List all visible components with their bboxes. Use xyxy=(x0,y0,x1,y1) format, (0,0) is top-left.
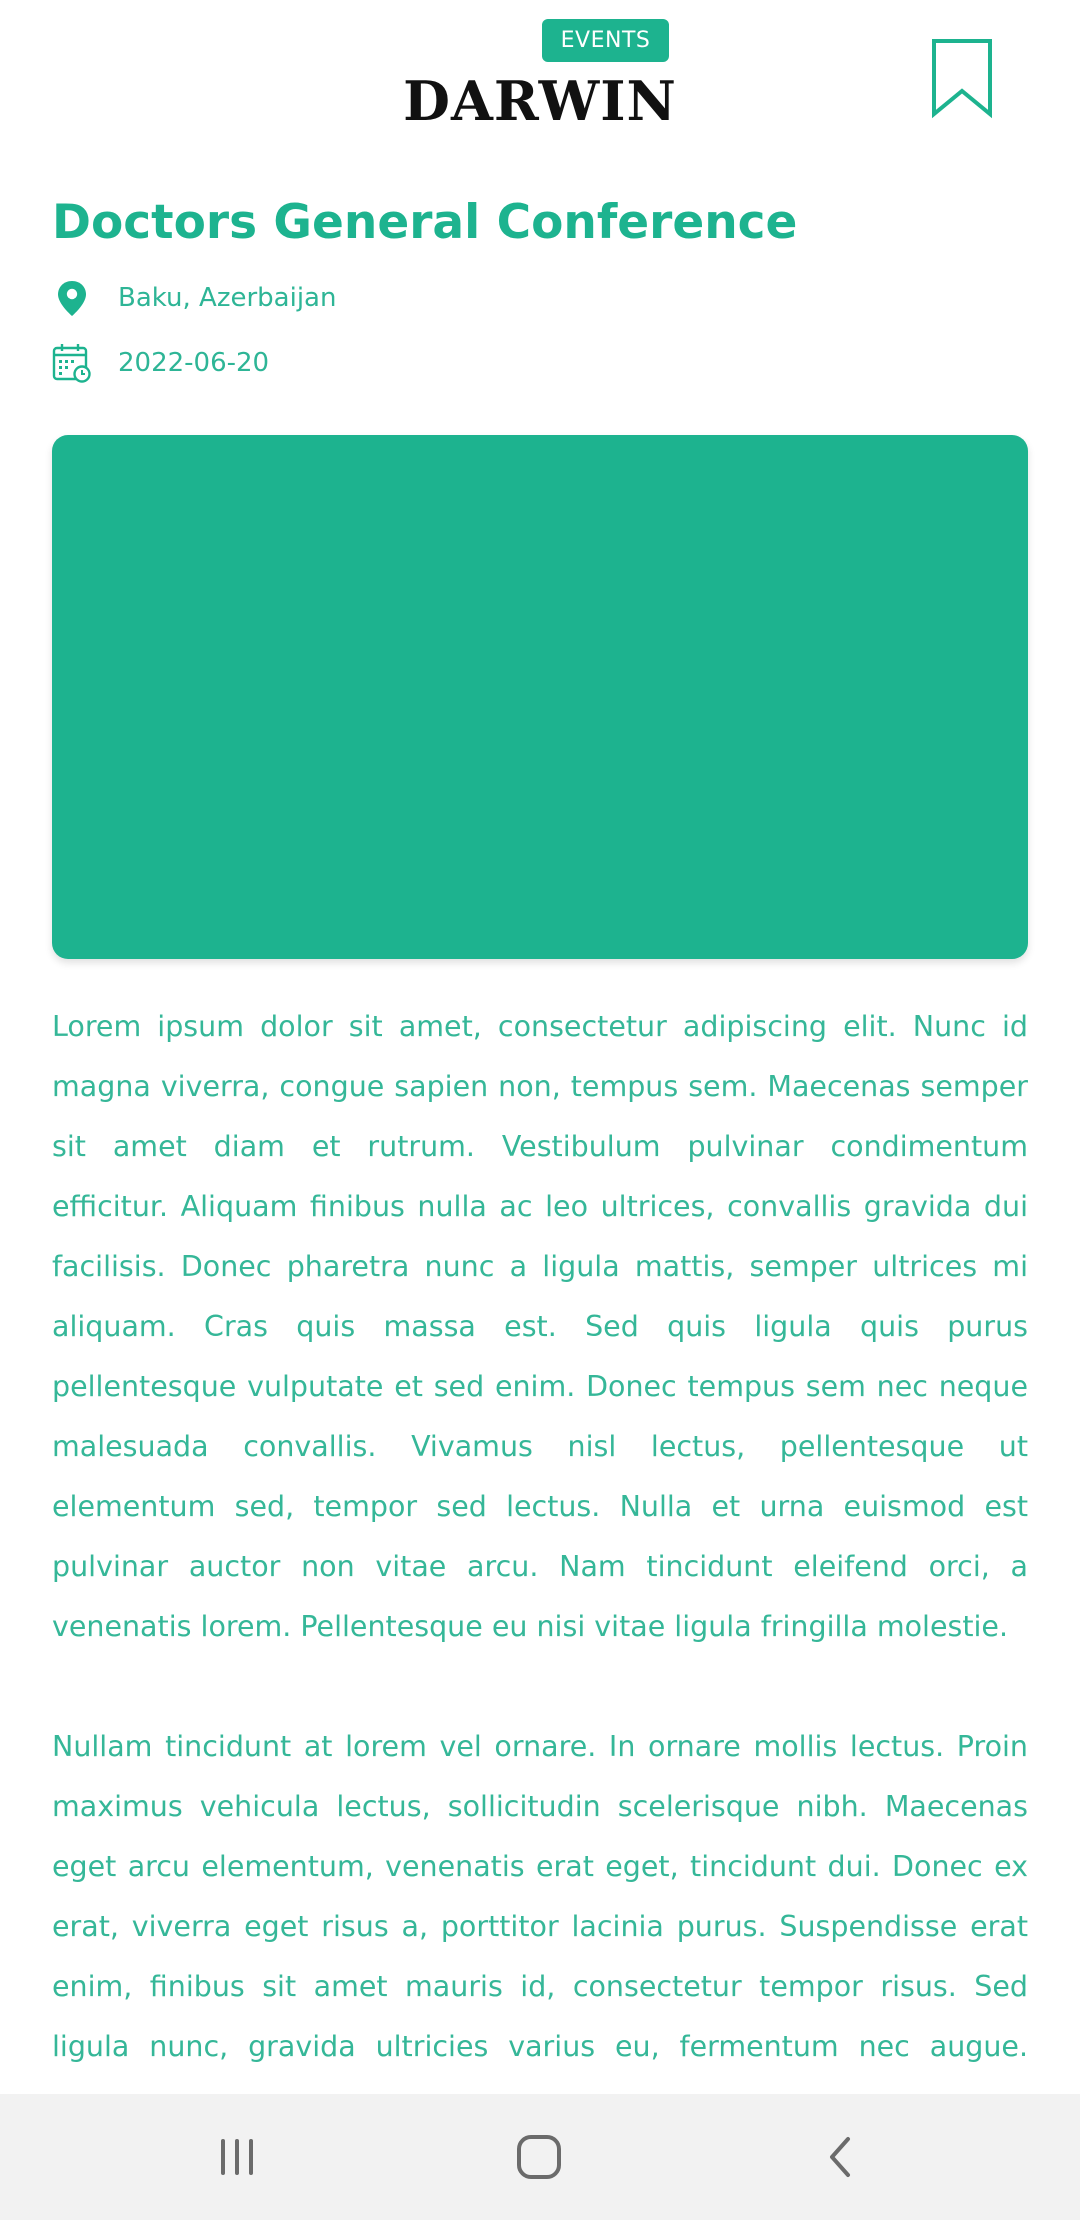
map-pin-icon xyxy=(52,278,92,318)
darwin-logo[interactable]: DARWIN xyxy=(403,69,677,133)
event-date: 2022-06-20 xyxy=(118,348,270,378)
event-description-paragraph: Lorem ipsum dolor sit amet, consectetur adipiscing elit. Nunc id magna viverra, congue sapien non, tempus sem. Maecenas semper sit amet diam et rutrum. Vestibulum pulvinar condimentum efficitur. Aliquam finibus nulla ac leo ultrices, convallis gravida dui facilisis. Donec pharetra nunc a ligula mattis, semper ultrices mi aliquam. Cras quis massa est. Sed quis ligula quis purus pellentesque vulputate et sed enim. Donec tempus sem nec neque malesuada convallis. Vivamus nisl lectus, pellentesque ut elementum sed, tempor sed lectus. Nulla et urna euismod est pulvinar auctor non vitae arcu. Nam tincidunt eleifend orci, a venenatis lorem. Pellentesque eu nisi vitae ligula fringilla molestie. xyxy=(52,1010,1028,1643)
bookmark-icon xyxy=(929,37,995,119)
event-location-row xyxy=(52,276,952,320)
event-title: Doctors General Conference xyxy=(52,195,798,250)
calendar-clock-icon xyxy=(52,343,92,383)
app-header xyxy=(0,0,1080,150)
back-button[interactable] xyxy=(800,2127,880,2187)
system-navigation-bar xyxy=(0,2094,1080,2220)
back-icon xyxy=(820,2133,860,2181)
bookmark-button[interactable] xyxy=(929,37,995,119)
recent-apps-icon xyxy=(215,2137,259,2177)
events-badge[interactable]: EVENTS xyxy=(542,19,669,62)
event-location: Baku, Azerbaijan xyxy=(118,283,337,313)
event-description-paragraph: Nullam tincidunt at lorem vel ornare. In ornare mollis lectus. Proin maximus vehicula lectus, sollicitudin scelerisque nibh. Maecenas eget arcu elementum, venenatis erat eget, tincidunt dui. Donec ex erat, viverra eget risus a, porttitor lacinia purus. Suspendisse erat enim, finibus sit amet mauris id, consectetur tempor risus. Sed ligula nunc, gravida ultricies varius eu, fermentum nec augue. xyxy=(52,1730,1028,2063)
recent-apps-button[interactable] xyxy=(197,2127,277,2187)
event-image xyxy=(52,435,1028,959)
home-button[interactable] xyxy=(499,2127,579,2187)
home-icon xyxy=(515,2133,563,2181)
event-date-row xyxy=(52,341,952,385)
